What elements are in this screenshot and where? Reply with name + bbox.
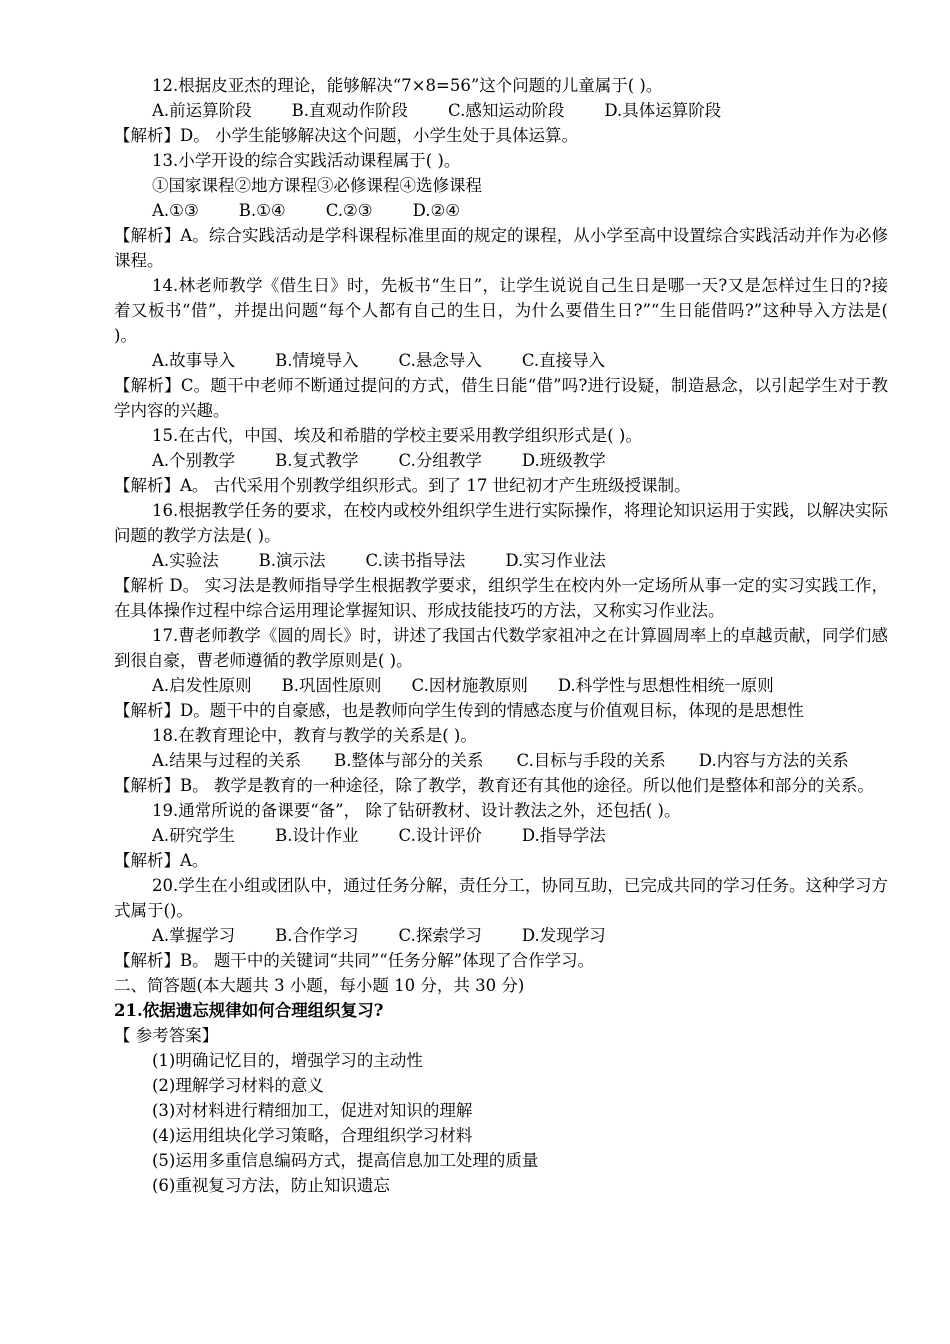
option-a: A.启发性原则 [152, 676, 252, 695]
option-a: A.研究学生 [152, 826, 236, 845]
question-17-stem: 17.曹老师教学《圆的周长》时，讲述了我国古代数学家祖冲之在计算圆周率上的卓越贡献，同学们感到很自豪，曹老师遵循的教学原则是( )。 [114, 626, 888, 670]
question-20-analysis: 【解析】B。 题干中的关键词“共同”“任务分解”体现了合作学习。 [114, 951, 595, 970]
question-19-stem: 19.通常所说的备课要“备”， 除了钻研教材、设计教法之外，还包括( )。 [152, 801, 681, 820]
question-14-options [114, 348, 888, 373]
question-13-options [114, 198, 888, 223]
answer-point-4: (4)运用组块化学习策略，合理组织学习材料 [152, 1126, 473, 1145]
option-c: C.设计评价 [398, 826, 482, 845]
option-d: D.班级教学 [521, 451, 606, 470]
answer-point-1: (1)明确记忆目的，增强学习的主动性 [152, 1051, 423, 1070]
option-b: B.合作学习 [275, 926, 359, 945]
option-c: C.②③ [325, 201, 373, 220]
option-c: C.感知运动阶段 [448, 101, 565, 120]
question-12-stem: 12.根据皮亚杰的理论，能够解决“7×8=56”这个问题的儿童属于( )。 [152, 76, 663, 95]
question-21-stem: 21.依据遗忘规律如何合理组织复习? [114, 1001, 384, 1020]
question-12-analysis: 【解析】D。 小学生能够解决这个问题，小学生处于具体运算。 [114, 126, 578, 145]
option-d: D.具体运算阶段 [604, 101, 722, 120]
question-18-analysis: 【解析】B。 教学是教育的一种途径，除了教学，教育还有其他的途径。所以他们是整体和部分的关系。 [114, 776, 874, 795]
question-18-stem: 18.在教育理论中，教育与教学的关系是( )。 [152, 726, 477, 745]
option-b: B.①④ [238, 201, 286, 220]
question-16-analysis: 【解析 D。 实习法是教师指导学生根据教学要求，组织学生在校内外一定场所从事一定的实习实践工作，在具体操作过程中综合运用理论掌握知识、形成技能技巧的方法，又称实习作业法。 [114, 576, 888, 620]
option-c: C.因材施教原则 [411, 676, 528, 695]
option-b: B.情境导入 [275, 351, 359, 370]
option-d: C.直接导入 [521, 351, 606, 370]
option-a: A.掌握学习 [152, 926, 236, 945]
answer-label: 【 参考答案】 [114, 1026, 219, 1045]
option-a: A.故事导入 [152, 351, 236, 370]
question-16-options [114, 548, 888, 573]
question-15-options [114, 448, 888, 473]
option-a: A.个别教学 [152, 451, 236, 470]
option-c: C.探索学习 [398, 926, 482, 945]
question-14-stem: 14.林老师教学《借生日》时，先板书“生日”，让学生说说自己生日是哪一天?又是怎样过生日的?接着又板书“借”，并提出问题“每个人都有自己的生日，为什么要借生日?”“生日能借吗?”这种导入方法是( )。 [114, 276, 888, 345]
question-19-analysis: 【解析】A。 [114, 851, 209, 870]
section-2-heading: 二、简答题(本大题共 3 小题，每小题 10 分，共 30 分) [114, 976, 525, 995]
question-20-options [114, 923, 888, 948]
question-13-sub: ①国家课程②地方课程③必修课程④选修课程 [152, 176, 482, 195]
option-c: C.悬念导入 [398, 351, 482, 370]
question-15-stem: 15.在古代，中国、埃及和希腊的学校主要采用教学组织形式是( )。 [152, 426, 642, 445]
question-13-analysis: 【解析】A。综合实践活动是学科课程标准里面的规定的课程，从小学至高中设置综合实践活动并作为必修课程。 [114, 226, 888, 270]
question-17-analysis: 【解析】D。题干中的自豪感，也是教师向学生传到的情感态度与价值观目标，体现的是思想性 [114, 701, 804, 720]
question-18-options: A.结果与过程的关系 B.整体与部分的关系 C.目标与手段的关系 D.内容与方法的关系 [152, 751, 849, 770]
answer-point-5: (5)运用多重信息编码方式，提高信息加工处理的质量 [152, 1151, 539, 1170]
option-b: B.复式教学 [275, 451, 359, 470]
question-19-options [114, 823, 888, 848]
option-d: D.指导学法 [521, 826, 606, 845]
question-20-stem: 20.学生在小组或团队中，通过任务分解，责任分工，协同互助，已完成共同的学习任务。这种学习方式属于()。 [114, 876, 888, 920]
option-a: A.实验法 [152, 551, 219, 570]
question-17-options [114, 673, 888, 698]
answer-point-3: (3)对材料进行精细加工，促进对知识的理解 [152, 1101, 473, 1120]
question-12-options [114, 98, 888, 123]
option-d: D.②④ [412, 201, 461, 220]
question-14-analysis: 【解析】C。题干中老师不断通过提问的方式，借生日能“借”吗?进行设疑，制造悬念，以引起学生对于教学内容的兴趣。 [114, 376, 888, 420]
option-d: D.科学性与思想性相统一原则 [557, 676, 774, 695]
option-c: C.读书指导法 [365, 551, 466, 570]
option-b: B.设计作业 [275, 826, 359, 845]
answer-point-2: (2)理解学习材料的意义 [152, 1076, 324, 1095]
answer-point-6: (6)重视复习方法，防止知识遗忘 [152, 1176, 390, 1195]
option-c: C.分组教学 [398, 451, 482, 470]
option-a: A.前运算阶段 [152, 101, 252, 120]
option-b: B.演示法 [258, 551, 326, 570]
question-13-stem: 13.小学开设的综合实践活动课程属于( )。 [152, 151, 461, 170]
option-d: D.实习作业法 [505, 551, 606, 570]
question-16-stem: 16.根据教学任务的要求，在校内或校外组织学生进行实际操作，将理论知识运用于实践，以解决实际问题的教学方法是( )。 [114, 501, 888, 545]
option-b: B.直观动作阶段 [291, 101, 409, 120]
question-15-analysis: 【解析】A。 古代采用个别教学组织形式。到了 17 世纪初才产生班级授课制。 [114, 476, 691, 495]
option-d: D.发现学习 [521, 926, 606, 945]
option-a: A.①③ [152, 201, 199, 220]
option-b: B.巩固性原则 [281, 676, 382, 695]
